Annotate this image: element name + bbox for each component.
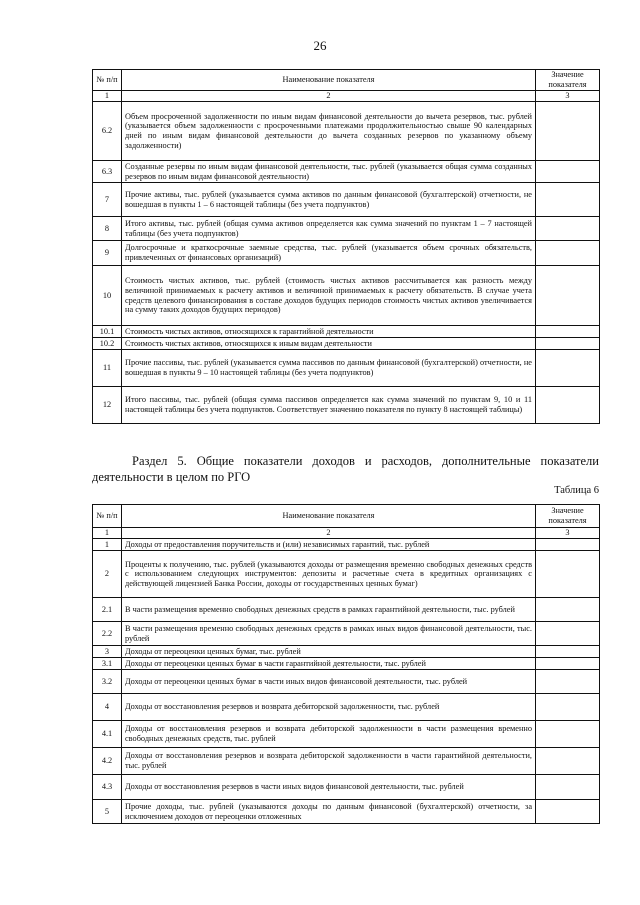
- row-value[interactable]: [536, 539, 600, 551]
- row-text: Доходы от восстановления резервов в части иных видов финансовой деятельности, тыс. рублей: [122, 775, 536, 800]
- row-text: В части размещения временно свободных денежных средств в рамках иных видов финансовой деятельности, тыс. рублей: [122, 622, 536, 646]
- row-number: 7: [93, 183, 122, 217]
- table-row: [93, 217, 600, 241]
- row-number: 2.2: [93, 622, 122, 646]
- table-row: [93, 326, 600, 338]
- row-value[interactable]: [536, 350, 600, 387]
- table-row: [93, 338, 600, 350]
- section-title: Раздел 5. Общие показатели доходов и расходов, дополнительные показатели деятельности в целом по РГО: [92, 454, 599, 484]
- row-value[interactable]: [536, 102, 600, 161]
- table-row: [93, 598, 600, 622]
- row-value[interactable]: [536, 338, 600, 350]
- row-text: Доходы от восстановления резервов и возврата дебиторской задолженности в части гарантийной деятельности, тыс. рублей: [122, 748, 536, 775]
- row-number: 10.1: [93, 326, 122, 338]
- row-value[interactable]: [536, 266, 600, 326]
- header-num: № п/п: [93, 505, 122, 528]
- row-text: Стоимость чистых активов, относящихся к иным видам деятельности: [122, 338, 536, 350]
- row-value[interactable]: [536, 551, 600, 598]
- row-text: Объем просроченной задолженности по иным видам финансовой деятельности до вычета резервов, тыс. рублей (указывается объем задолженности с просроченными платежами продолжительностью свыше 90 календарных дней по иным видам финансовой деятельности до вычета созданных резервов по указанному объему задолженности): [122, 102, 536, 161]
- row-text: Стоимость чистых активов, относящихся к гарантийной деятельности: [122, 326, 536, 338]
- row-number: 2: [93, 551, 122, 598]
- row-text: Доходы от восстановления резервов и возврата дебиторской задолженности, тыс. рублей: [122, 694, 536, 721]
- row-value[interactable]: [536, 646, 600, 658]
- table-row: [93, 775, 600, 800]
- row-text: Прочие пассивы, тыс. рублей (указывается сумма пассивов по данным финансовой (бухгалтерской) отчетности, не вошедшая в пункты 9 – 10 настоящей таблицы (без учета подпунктов): [122, 350, 536, 387]
- row-text: Итого пассивы, тыс. рублей (общая сумма пассивов определяется как сумма значений по пунктам 9, 10 и 11 настоящей таблицы без учета подпунктов. Соответствует значению показателя по пункту 8 настоящей таблицы): [122, 387, 536, 424]
- row-number: 6.3: [93, 161, 122, 183]
- row-number: 3: [93, 646, 122, 658]
- header-name: Наименование показателя: [122, 505, 536, 528]
- header-name: Наименование показателя: [122, 70, 536, 91]
- table-row: [93, 161, 600, 183]
- index-cell: 1: [93, 528, 122, 539]
- row-text: Доходы от переоценки ценных бумаг в части гарантийной деятельности, тыс. рублей: [122, 658, 536, 670]
- row-value[interactable]: [536, 183, 600, 217]
- table-row: [93, 183, 600, 217]
- row-text: Итого активы, тыс. рублей (общая сумма активов определяется как сумма значений по пунктам 1 – 7 настоящей таблицы (без учета подпунктов): [122, 217, 536, 241]
- table-row: [93, 748, 600, 775]
- row-text: В части размещения временно свободных денежных средств в рамках гарантийной деятельности, тыс. рублей: [122, 598, 536, 622]
- row-number: 4: [93, 694, 122, 721]
- table-row: [93, 102, 600, 161]
- row-number: 5: [93, 800, 122, 824]
- row-value[interactable]: [536, 775, 600, 800]
- row-number: 4.3: [93, 775, 122, 800]
- row-number: 9: [93, 241, 122, 266]
- row-number: 12: [93, 387, 122, 424]
- row-text: Доходы от переоценки ценных бумаг в части иных видов финансовой деятельности, тыс. рублей: [122, 670, 536, 694]
- row-number: 4.1: [93, 721, 122, 748]
- index-cell: 1: [93, 91, 122, 102]
- row-value[interactable]: [536, 748, 600, 775]
- row-text: Прочие доходы, тыс. рублей (указываются доходы по данным финансовой (бухгалтерской) отчетности, за исключением доходов от переоценки отложенных: [122, 800, 536, 824]
- table-row: [93, 670, 600, 694]
- row-number: 8: [93, 217, 122, 241]
- row-text: Стоимость чистых активов, тыс. рублей (стоимость чистых активов рассчитывается как разность между величиной принимаемых к расчету активов и величиной принимаемых к расчету обязательств. В случае учета средств целевого финансирования в составе доходов будущих периодов стоимость чистых активов увеличивается на сумму таких доходов будущих периодов): [122, 266, 536, 326]
- index-cell: 3: [536, 528, 600, 539]
- page-number: 26: [313, 38, 327, 53]
- row-number: 3.2: [93, 670, 122, 694]
- table-row: [93, 539, 600, 551]
- row-number: 10.2: [93, 338, 122, 350]
- row-number: 6.2: [93, 102, 122, 161]
- row-number: 3.1: [93, 658, 122, 670]
- row-text: Доходы от переоценки ценных бумаг, тыс. рублей: [122, 646, 536, 658]
- row-value[interactable]: [536, 622, 600, 646]
- table-row: [93, 387, 600, 424]
- section-heading: [92, 453, 599, 485]
- row-value[interactable]: [536, 658, 600, 670]
- header-num: № п/п: [93, 70, 122, 91]
- table-row: [93, 800, 600, 824]
- table-label: Таблица 6: [554, 485, 599, 496]
- row-text: Созданные резервы по иным видам финансовой деятельности, тыс. рублей (указывается общая сумма созданных резервов по иным видам финансовой деятельности): [122, 161, 536, 183]
- row-text: Прочие активы, тыс. рублей (указывается сумма активов по данным финансовой (бухгалтерской) отчетности, не вошедшая в пункты 1 – 6 настоящей таблицы (без учета подпунктов): [122, 183, 536, 217]
- row-value[interactable]: [536, 387, 600, 424]
- row-value[interactable]: [536, 721, 600, 748]
- row-value[interactable]: [536, 326, 600, 338]
- index-cell: 3: [536, 91, 600, 102]
- table-row: [93, 658, 600, 670]
- row-number: 1: [93, 539, 122, 551]
- table-row: [93, 241, 600, 266]
- row-value[interactable]: [536, 217, 600, 241]
- row-value[interactable]: [536, 598, 600, 622]
- row-number: 4.2: [93, 748, 122, 775]
- row-value[interactable]: [536, 670, 600, 694]
- index-cell: 2: [122, 528, 536, 539]
- row-number: 11: [93, 350, 122, 387]
- row-value[interactable]: [536, 161, 600, 183]
- row-value[interactable]: [536, 800, 600, 824]
- table-row: [93, 721, 600, 748]
- table-row: [93, 266, 600, 326]
- header-value: Значение показателя: [536, 70, 600, 91]
- row-text: Доходы от восстановления резервов и возврата дебиторской задолженности в части размещения временно свободных денежных средств, тыс. рублей: [122, 721, 536, 748]
- table-row: [93, 646, 600, 658]
- header-value: Значение показателя: [536, 505, 600, 528]
- table-row: [93, 350, 600, 387]
- index-cell: 2: [122, 91, 536, 102]
- row-number: 10: [93, 266, 122, 326]
- row-value[interactable]: [536, 694, 600, 721]
- row-text: Долгосрочные и краткосрочные заемные средства, тыс. рублей (указывается объем срочных обязательств, привлеченных от финансовых организаций): [122, 241, 536, 266]
- row-value[interactable]: [536, 241, 600, 266]
- table-row: [93, 622, 600, 646]
- indicators-table-continued: [92, 69, 600, 424]
- row-text: Проценты к получению, тыс. рублей (указываются доходы от размещения временно свободных денежных средств с использованием следующих инструментов: депозиты и расчетные счета в кредитных организациях с действующей лицензией Банка России, доходы от государственных ценных бумаг): [122, 551, 536, 598]
- income-expense-table: [92, 504, 600, 824]
- table-row: [93, 694, 600, 721]
- row-text: Доходы от предоставления поручительств и (или) независимых гарантий, тыс. рублей: [122, 539, 536, 551]
- row-number: 2.1: [93, 598, 122, 622]
- table-row: [93, 551, 600, 598]
